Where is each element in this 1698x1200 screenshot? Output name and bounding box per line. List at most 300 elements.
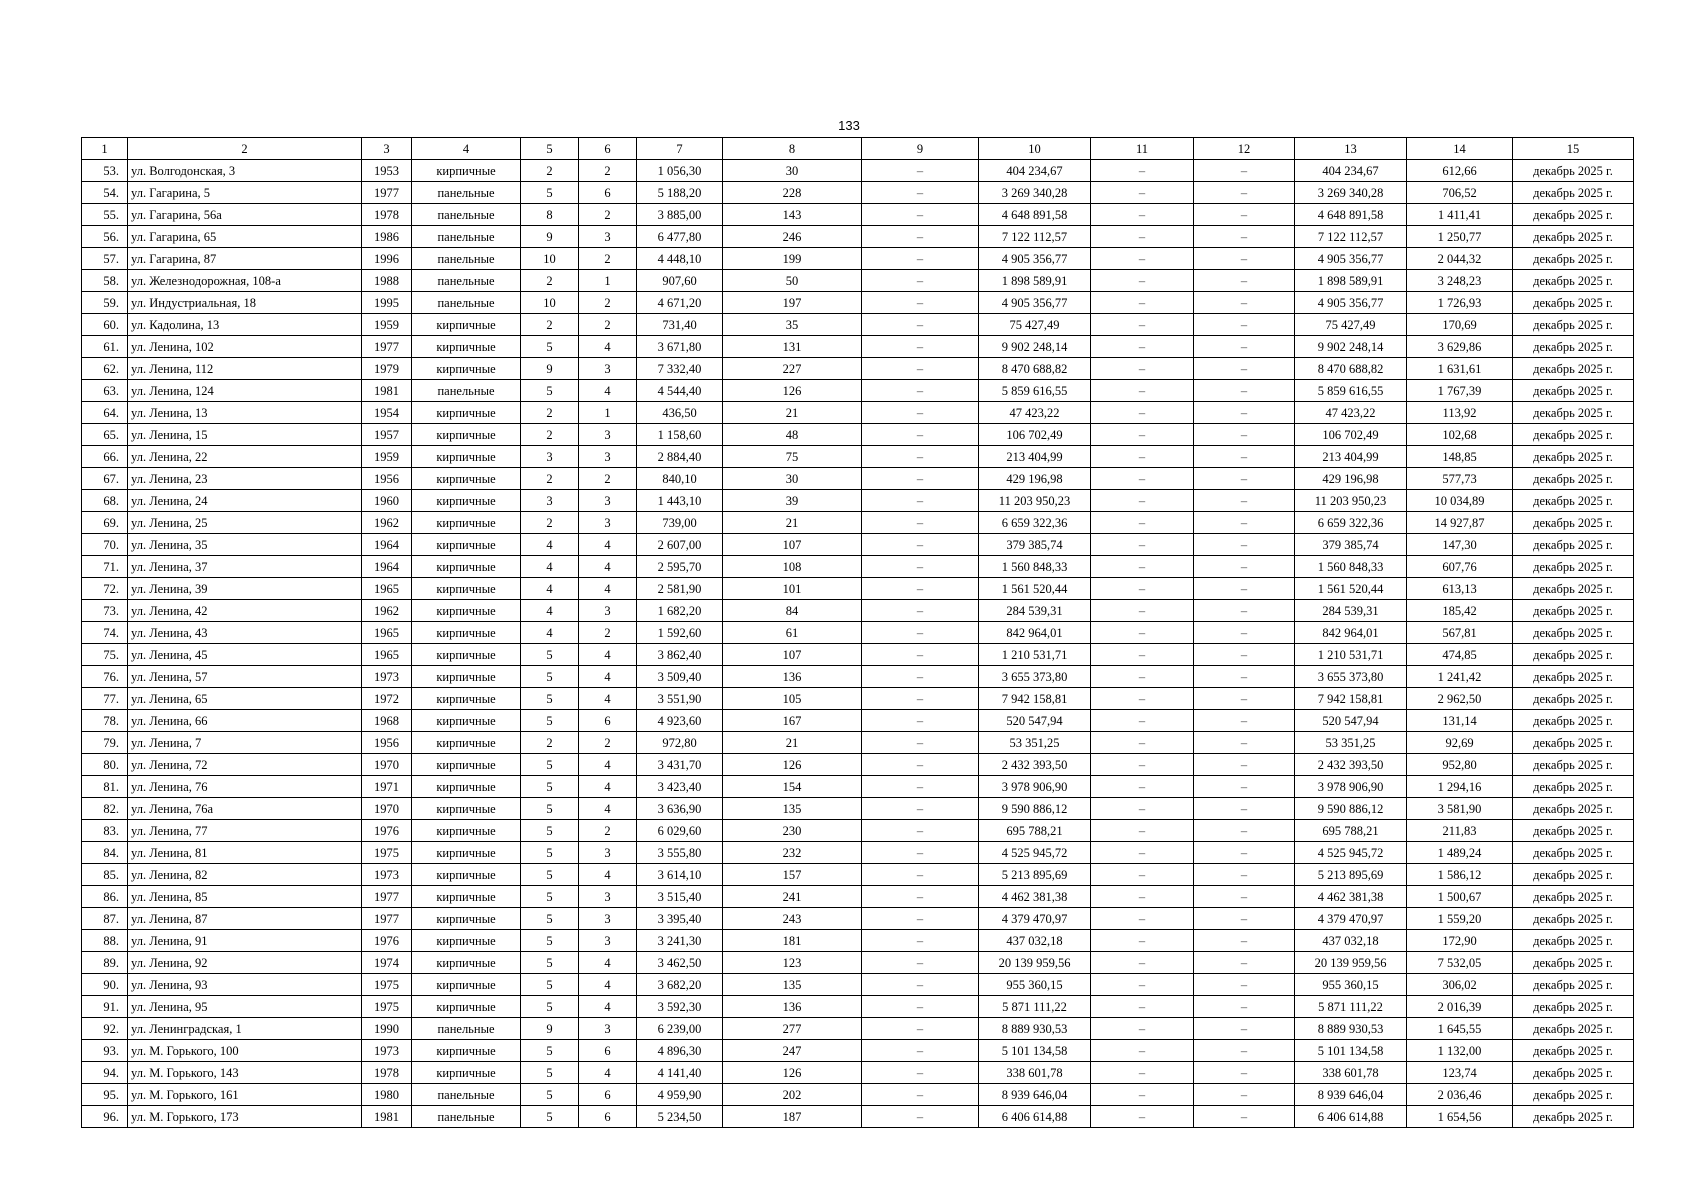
cell-floors: 5	[521, 666, 579, 688]
cell-col-11: –	[1091, 1062, 1194, 1084]
cell-entrances: 3	[579, 908, 637, 930]
cell-address: ул. Ленина, 112	[128, 358, 362, 380]
header-cell-entrances: 6	[579, 138, 637, 160]
cell-residents: 75	[723, 446, 862, 468]
cell-cost-total: 1 561 520,44	[979, 578, 1091, 600]
cell-entrances: 3	[579, 424, 637, 446]
cell-col-11: –	[1091, 292, 1194, 314]
cell-col-11: –	[1091, 820, 1194, 842]
cell-col-9: –	[862, 292, 979, 314]
cell-cost-per-unit: 1 241,42	[1407, 666, 1513, 688]
cell-cost-total: 8 470 688,82	[979, 358, 1091, 380]
cell-cost-total: 2 432 393,50	[979, 754, 1091, 776]
cell-deadline: декабрь 2025 г.	[1513, 908, 1634, 930]
table-row	[82, 248, 1634, 270]
header-cell-total-area: 7	[637, 138, 723, 160]
cell-residents: 105	[723, 688, 862, 710]
cell-residents: 187	[723, 1106, 862, 1128]
cell-wall-material: кирпичные	[412, 468, 521, 490]
cell-residents: 247	[723, 1040, 862, 1062]
cell-col-12: –	[1194, 182, 1295, 204]
cell-total-area: 840,10	[637, 468, 723, 490]
cell-entrances: 4	[579, 380, 637, 402]
cell-total-area: 3 551,90	[637, 688, 723, 710]
cell-residents: 136	[723, 996, 862, 1018]
cell-floors: 2	[521, 468, 579, 490]
cell-entrances: 4	[579, 336, 637, 358]
cell-total-area: 3 592,30	[637, 996, 723, 1018]
cell-deadline: декабрь 2025 г.	[1513, 600, 1634, 622]
cell-row-number: 83.	[82, 820, 128, 842]
cell-col-9: –	[862, 996, 979, 1018]
cell-deadline: декабрь 2025 г.	[1513, 974, 1634, 996]
cell-deadline: декабрь 2025 г.	[1513, 160, 1634, 182]
cell-address: ул. Ленина, 102	[128, 336, 362, 358]
table-row	[82, 336, 1634, 358]
cell-col-11: –	[1091, 864, 1194, 886]
cell-address: ул. Ленина, 25	[128, 512, 362, 534]
cell-floors: 5	[521, 930, 579, 952]
cell-wall-material: кирпичные	[412, 798, 521, 820]
cell-total-area: 2 884,40	[637, 446, 723, 468]
cell-total-area: 3 515,40	[637, 886, 723, 908]
cell-cost-per-unit: 706,52	[1407, 182, 1513, 204]
header-cell-col-12: 12	[1194, 138, 1295, 160]
cell-floors: 8	[521, 204, 579, 226]
table-row	[82, 556, 1634, 578]
cell-residents: 135	[723, 974, 862, 996]
cell-cost-total: 3 978 906,90	[979, 776, 1091, 798]
cell-year-built: 1973	[362, 864, 412, 886]
cell-entrances: 3	[579, 930, 637, 952]
cell-col-11: –	[1091, 622, 1194, 644]
cell-residents: 135	[723, 798, 862, 820]
cell-col-11: –	[1091, 270, 1194, 292]
cell-col-11: –	[1091, 644, 1194, 666]
cell-col-12: –	[1194, 336, 1295, 358]
cell-row-number: 93.	[82, 1040, 128, 1062]
cell-cost-per-unit: 123,74	[1407, 1062, 1513, 1084]
table-row	[82, 776, 1634, 798]
cell-year-built: 1977	[362, 886, 412, 908]
cell-col-9: –	[862, 600, 979, 622]
cell-cost-per-unit: 1 767,39	[1407, 380, 1513, 402]
cell-deadline: декабрь 2025 г.	[1513, 798, 1634, 820]
cell-residents: 108	[723, 556, 862, 578]
cell-cost-capital: 53 351,25	[1295, 732, 1407, 754]
cell-cost-total: 1 898 589,91	[979, 270, 1091, 292]
cell-address: ул. Ленина, 76	[128, 776, 362, 798]
cell-cost-capital: 3 978 906,90	[1295, 776, 1407, 798]
cell-deadline: декабрь 2025 г.	[1513, 314, 1634, 336]
cell-year-built: 1977	[362, 336, 412, 358]
cell-cost-total: 379 385,74	[979, 534, 1091, 556]
cell-cost-per-unit: 1 411,41	[1407, 204, 1513, 226]
cell-col-9: –	[862, 666, 979, 688]
table-row	[82, 270, 1634, 292]
cell-residents: 181	[723, 930, 862, 952]
table-row	[82, 974, 1634, 996]
cell-col-9: –	[862, 842, 979, 864]
table-row	[82, 578, 1634, 600]
cell-entrances: 3	[579, 358, 637, 380]
cell-wall-material: кирпичные	[412, 512, 521, 534]
cell-residents: 107	[723, 644, 862, 666]
cell-residents: 21	[723, 732, 862, 754]
cell-cost-total: 53 351,25	[979, 732, 1091, 754]
cell-wall-material: кирпичные	[412, 644, 521, 666]
cell-total-area: 3 509,40	[637, 666, 723, 688]
cell-deadline: декабрь 2025 г.	[1513, 424, 1634, 446]
cell-col-11: –	[1091, 446, 1194, 468]
cell-entrances: 1	[579, 270, 637, 292]
header-cell-address: 2	[128, 138, 362, 160]
cell-address: ул. Волгодонская, 3	[128, 160, 362, 182]
cell-wall-material: кирпичные	[412, 908, 521, 930]
cell-residents: 228	[723, 182, 862, 204]
cell-col-12: –	[1194, 578, 1295, 600]
cell-total-area: 436,50	[637, 402, 723, 424]
cell-wall-material: кирпичные	[412, 336, 521, 358]
cell-year-built: 1971	[362, 776, 412, 798]
cell-cost-total: 7 942 158,81	[979, 688, 1091, 710]
cell-residents: 84	[723, 600, 862, 622]
cell-wall-material: кирпичные	[412, 732, 521, 754]
cell-wall-material: кирпичные	[412, 864, 521, 886]
cell-cost-capital: 5 101 134,58	[1295, 1040, 1407, 1062]
cell-address: ул. Ленина, 77	[128, 820, 362, 842]
cell-col-12: –	[1194, 380, 1295, 402]
cell-year-built: 1977	[362, 182, 412, 204]
cell-col-12: –	[1194, 1062, 1295, 1084]
header-cell-row-number: 1	[82, 138, 128, 160]
cell-wall-material: панельные	[412, 1106, 521, 1128]
cell-floors: 9	[521, 226, 579, 248]
cell-entrances: 1	[579, 402, 637, 424]
cell-entrances: 3	[579, 1018, 637, 1040]
cell-year-built: 1976	[362, 930, 412, 952]
cell-col-11: –	[1091, 248, 1194, 270]
cell-year-built: 1965	[362, 644, 412, 666]
cell-col-9: –	[862, 578, 979, 600]
cell-entrances: 3	[579, 490, 637, 512]
cell-cost-total: 338 601,78	[979, 1062, 1091, 1084]
table-row	[82, 842, 1634, 864]
table-row	[82, 644, 1634, 666]
cell-address: ул. Ленина, 39	[128, 578, 362, 600]
cell-floors: 4	[521, 600, 579, 622]
cell-year-built: 1956	[362, 732, 412, 754]
cell-cost-per-unit: 148,85	[1407, 446, 1513, 468]
cell-col-11: –	[1091, 754, 1194, 776]
cell-row-number: 61.	[82, 336, 128, 358]
cell-address: ул. Гагарина, 87	[128, 248, 362, 270]
cell-deadline: декабрь 2025 г.	[1513, 776, 1634, 798]
cell-residents: 202	[723, 1084, 862, 1106]
cell-col-12: –	[1194, 248, 1295, 270]
cell-floors: 5	[521, 1106, 579, 1128]
cell-wall-material: кирпичные	[412, 842, 521, 864]
cell-cost-capital: 5 859 616,55	[1295, 380, 1407, 402]
cell-residents: 243	[723, 908, 862, 930]
cell-address: ул. Ленина, 65	[128, 688, 362, 710]
cell-col-9: –	[862, 930, 979, 952]
cell-entrances: 2	[579, 204, 637, 226]
cell-residents: 246	[723, 226, 862, 248]
cell-floors: 10	[521, 248, 579, 270]
cell-wall-material: кирпичные	[412, 402, 521, 424]
cell-cost-per-unit: 1 250,77	[1407, 226, 1513, 248]
cell-deadline: декабрь 2025 г.	[1513, 490, 1634, 512]
cell-total-area: 1 443,10	[637, 490, 723, 512]
cell-cost-per-unit: 14 927,87	[1407, 512, 1513, 534]
cell-cost-capital: 4 379 470,97	[1295, 908, 1407, 930]
cell-cost-total: 4 462 381,38	[979, 886, 1091, 908]
cell-residents: 277	[723, 1018, 862, 1040]
cell-cost-total: 9 902 248,14	[979, 336, 1091, 358]
cell-year-built: 1990	[362, 1018, 412, 1040]
cell-floors: 5	[521, 644, 579, 666]
cell-entrances: 3	[579, 886, 637, 908]
cell-cost-per-unit: 577,73	[1407, 468, 1513, 490]
cell-col-11: –	[1091, 556, 1194, 578]
cell-address: ул. Ленина, 93	[128, 974, 362, 996]
cell-cost-per-unit: 1 645,55	[1407, 1018, 1513, 1040]
cell-cost-total: 11 203 950,23	[979, 490, 1091, 512]
cell-total-area: 1 158,60	[637, 424, 723, 446]
cell-total-area: 3 885,00	[637, 204, 723, 226]
cell-row-number: 70.	[82, 534, 128, 556]
cell-col-12: –	[1194, 688, 1295, 710]
cell-deadline: декабрь 2025 г.	[1513, 754, 1634, 776]
cell-col-9: –	[862, 446, 979, 468]
cell-year-built: 1980	[362, 1084, 412, 1106]
cell-entrances: 4	[579, 666, 637, 688]
table-row	[82, 380, 1634, 402]
cell-col-11: –	[1091, 336, 1194, 358]
cell-col-11: –	[1091, 160, 1194, 182]
cell-col-9: –	[862, 270, 979, 292]
cell-year-built: 1970	[362, 798, 412, 820]
table-row	[82, 688, 1634, 710]
cell-cost-capital: 4 905 356,77	[1295, 292, 1407, 314]
cell-col-9: –	[862, 886, 979, 908]
cell-cost-per-unit: 172,90	[1407, 930, 1513, 952]
table-body	[82, 138, 1634, 1128]
table-row	[82, 468, 1634, 490]
cell-total-area: 907,60	[637, 270, 723, 292]
cell-row-number: 92.	[82, 1018, 128, 1040]
cell-cost-capital: 1 561 520,44	[1295, 578, 1407, 600]
cell-cost-per-unit: 3 629,86	[1407, 336, 1513, 358]
cell-cost-per-unit: 1 559,20	[1407, 908, 1513, 930]
cell-cost-total: 695 788,21	[979, 820, 1091, 842]
cell-wall-material: панельные	[412, 248, 521, 270]
cell-col-11: –	[1091, 424, 1194, 446]
table-row	[82, 710, 1634, 732]
cell-cost-per-unit: 113,92	[1407, 402, 1513, 424]
cell-row-number: 77.	[82, 688, 128, 710]
cell-entrances: 3	[579, 226, 637, 248]
table-row	[82, 358, 1634, 380]
cell-address: ул. Ленина, 7	[128, 732, 362, 754]
cell-floors: 5	[521, 864, 579, 886]
cell-total-area: 731,40	[637, 314, 723, 336]
cell-cost-capital: 9 902 248,14	[1295, 336, 1407, 358]
cell-entrances: 2	[579, 314, 637, 336]
cell-year-built: 1953	[362, 160, 412, 182]
cell-cost-per-unit: 567,81	[1407, 622, 1513, 644]
cell-col-12: –	[1194, 974, 1295, 996]
cell-row-number: 82.	[82, 798, 128, 820]
cell-address: ул. Ленина, 13	[128, 402, 362, 424]
cell-cost-per-unit: 2 036,46	[1407, 1084, 1513, 1106]
cell-cost-capital: 8 939 646,04	[1295, 1084, 1407, 1106]
cell-cost-total: 520 547,94	[979, 710, 1091, 732]
cell-row-number: 71.	[82, 556, 128, 578]
cell-year-built: 1970	[362, 754, 412, 776]
cell-entrances: 4	[579, 974, 637, 996]
cell-residents: 154	[723, 776, 862, 798]
cell-entrances: 2	[579, 622, 637, 644]
cell-residents: 30	[723, 468, 862, 490]
cell-col-11: –	[1091, 666, 1194, 688]
cell-col-12: –	[1194, 204, 1295, 226]
cell-address: ул. Индустриальная, 18	[128, 292, 362, 314]
cell-row-number: 67.	[82, 468, 128, 490]
cell-cost-total: 4 525 945,72	[979, 842, 1091, 864]
cell-residents: 101	[723, 578, 862, 600]
cell-row-number: 53.	[82, 160, 128, 182]
cell-col-12: –	[1194, 402, 1295, 424]
cell-deadline: декабрь 2025 г.	[1513, 842, 1634, 864]
cell-cost-per-unit: 2 016,39	[1407, 996, 1513, 1018]
cell-col-12: –	[1194, 886, 1295, 908]
cell-entrances: 3	[579, 512, 637, 534]
cell-col-12: –	[1194, 666, 1295, 688]
cell-cost-total: 4 379 470,97	[979, 908, 1091, 930]
cell-cost-total: 3 269 340,28	[979, 182, 1091, 204]
cell-entrances: 2	[579, 468, 637, 490]
cell-deadline: декабрь 2025 г.	[1513, 226, 1634, 248]
cell-col-9: –	[862, 798, 979, 820]
cell-address: ул. Ленина, 42	[128, 600, 362, 622]
cell-total-area: 739,00	[637, 512, 723, 534]
cell-floors: 5	[521, 908, 579, 930]
cell-floors: 2	[521, 160, 579, 182]
cell-row-number: 95.	[82, 1084, 128, 1106]
cell-entrances: 4	[579, 1062, 637, 1084]
cell-floors: 2	[521, 512, 579, 534]
cell-cost-total: 4 648 891,58	[979, 204, 1091, 226]
cell-residents: 126	[723, 380, 862, 402]
cell-total-area: 3 395,40	[637, 908, 723, 930]
cell-cost-capital: 437 032,18	[1295, 930, 1407, 952]
cell-wall-material: кирпичные	[412, 314, 521, 336]
table-row	[82, 952, 1634, 974]
cell-cost-total: 106 702,49	[979, 424, 1091, 446]
cell-year-built: 1954	[362, 402, 412, 424]
cell-residents: 232	[723, 842, 862, 864]
table-row	[82, 512, 1634, 534]
cell-col-12: –	[1194, 314, 1295, 336]
table-row	[82, 314, 1634, 336]
cell-entrances: 4	[579, 798, 637, 820]
cell-floors: 4	[521, 534, 579, 556]
cell-total-area: 1 682,20	[637, 600, 723, 622]
cell-row-number: 59.	[82, 292, 128, 314]
cell-wall-material: кирпичные	[412, 776, 521, 798]
cell-wall-material: панельные	[412, 380, 521, 402]
cell-address: ул. Ленина, 124	[128, 380, 362, 402]
cell-cost-capital: 1 560 848,33	[1295, 556, 1407, 578]
cell-col-12: –	[1194, 710, 1295, 732]
cell-cost-per-unit: 7 532,05	[1407, 952, 1513, 974]
cell-col-11: –	[1091, 1018, 1194, 1040]
cell-col-11: –	[1091, 710, 1194, 732]
cell-floors: 5	[521, 754, 579, 776]
cell-address: ул. Ленина, 24	[128, 490, 362, 512]
cell-col-12: –	[1194, 952, 1295, 974]
cell-cost-total: 9 590 886,12	[979, 798, 1091, 820]
cell-col-11: –	[1091, 952, 1194, 974]
cell-col-11: –	[1091, 776, 1194, 798]
cell-entrances: 6	[579, 1084, 637, 1106]
cell-row-number: 62.	[82, 358, 128, 380]
cell-cost-capital: 404 234,67	[1295, 160, 1407, 182]
cell-col-9: –	[862, 1040, 979, 1062]
cell-entrances: 2	[579, 160, 637, 182]
cell-deadline: декабрь 2025 г.	[1513, 402, 1634, 424]
cell-cost-capital: 2 432 393,50	[1295, 754, 1407, 776]
cell-floors: 5	[521, 688, 579, 710]
cell-total-area: 3 671,80	[637, 336, 723, 358]
header-cell-col-9: 9	[862, 138, 979, 160]
cell-cost-total: 284 539,31	[979, 600, 1091, 622]
cell-cost-per-unit: 607,76	[1407, 556, 1513, 578]
cell-row-number: 75.	[82, 644, 128, 666]
cell-col-12: –	[1194, 754, 1295, 776]
cell-residents: 227	[723, 358, 862, 380]
cell-residents: 35	[723, 314, 862, 336]
cell-col-12: –	[1194, 556, 1295, 578]
cell-year-built: 1962	[362, 600, 412, 622]
cell-row-number: 89.	[82, 952, 128, 974]
cell-floors: 4	[521, 556, 579, 578]
cell-entrances: 3	[579, 600, 637, 622]
cell-col-9: –	[862, 864, 979, 886]
cell-col-12: –	[1194, 996, 1295, 1018]
cell-col-9: –	[862, 776, 979, 798]
cell-wall-material: панельные	[412, 226, 521, 248]
cell-cost-total: 842 964,01	[979, 622, 1091, 644]
cell-cost-capital: 9 590 886,12	[1295, 798, 1407, 820]
cell-deadline: декабрь 2025 г.	[1513, 358, 1634, 380]
table-row	[82, 204, 1634, 226]
cell-wall-material: кирпичные	[412, 556, 521, 578]
cell-floors: 5	[521, 1040, 579, 1062]
cell-address: ул. Ленина, 37	[128, 556, 362, 578]
cell-entrances: 4	[579, 996, 637, 1018]
cell-address: ул. Ленина, 23	[128, 468, 362, 490]
cell-total-area: 972,80	[637, 732, 723, 754]
cell-row-number: 90.	[82, 974, 128, 996]
cell-col-12: –	[1194, 446, 1295, 468]
cell-entrances: 6	[579, 182, 637, 204]
cell-cost-capital: 4 648 891,58	[1295, 204, 1407, 226]
cell-wall-material: кирпичные	[412, 446, 521, 468]
cell-wall-material: кирпичные	[412, 952, 521, 974]
